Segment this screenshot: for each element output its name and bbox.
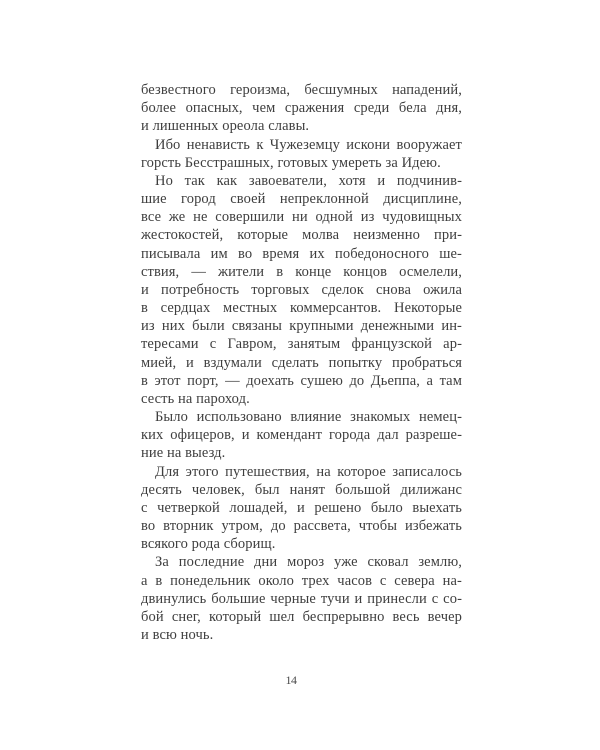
text-line: бой снег, который шел беспрерывно весь вечер bbox=[141, 608, 462, 625]
page-number: 14 bbox=[285, 673, 297, 687]
text-line: горсть Бесстрашных, готовых умереть за Идею. bbox=[141, 154, 441, 171]
text-line: жестокостей, которые молва неизменно при- bbox=[141, 227, 462, 244]
text-line: во вторник утром, до рассвета, чтобы избежать bbox=[141, 518, 462, 535]
text-line: и потребность торговых сделок снова ожила bbox=[141, 281, 462, 298]
text-line: шие город своей непреклонной дисциплине, bbox=[141, 191, 462, 208]
text-line: всякого рода сборищ. bbox=[141, 536, 276, 553]
text-line: безвестного героизма, бесшумных нападений, bbox=[141, 82, 462, 98]
text-line: Было использовано влияние знакомых немец- bbox=[155, 409, 462, 426]
text-line: сесть на пароход. bbox=[141, 390, 250, 407]
text-line: писывала им во время их победоносного ше- bbox=[141, 245, 462, 262]
text-block bbox=[141, 81, 462, 644]
text-line: а в понедельник около трех часов с севера на- bbox=[141, 572, 462, 589]
text-line: из них были связаны крупными денежными ин- bbox=[141, 318, 462, 335]
text-line: Ибо ненависть к Чужеземцу искони вооружает bbox=[155, 136, 462, 153]
text-line: ствия, — жители в конце концов осмелели, bbox=[141, 263, 462, 280]
text-line: двинулись большие черные тучи и принесли с со- bbox=[141, 590, 462, 607]
text-line: все же не совершили ни одной из чудовищных bbox=[141, 209, 462, 226]
text-line: в этот порт, — доехать сушею до Дьеппа, а там bbox=[141, 372, 462, 389]
text-line: ние на выезд. bbox=[141, 445, 226, 462]
text-line: Но так как завоеватели, хотя и подчинив- bbox=[155, 172, 462, 189]
text-line: и лишенных ореола славы. bbox=[141, 118, 310, 135]
text-line: с четверкой лошадей, и решено было выехать bbox=[141, 499, 462, 516]
text-line: в сердцах местных коммерсантов. Некоторые bbox=[141, 300, 462, 317]
text-line: и всю ночь. bbox=[141, 627, 214, 644]
text-line: За последние дни мороз уже сковал землю, bbox=[155, 554, 462, 571]
text-line: ких офицеров, и комендант города дал разреше- bbox=[141, 427, 462, 444]
text-line: Для этого путешествия, на которое записалось bbox=[155, 463, 462, 480]
text-line: тересами с Гавром, занятым французской ар- bbox=[141, 336, 462, 353]
text-line: более опасных, чем сражения среди бела дня, bbox=[141, 100, 462, 117]
text-line: мией, и вздумали сделать попытку пробраться bbox=[141, 354, 462, 371]
text-line: десять человек, был нанят большой дилижанс bbox=[141, 481, 462, 498]
